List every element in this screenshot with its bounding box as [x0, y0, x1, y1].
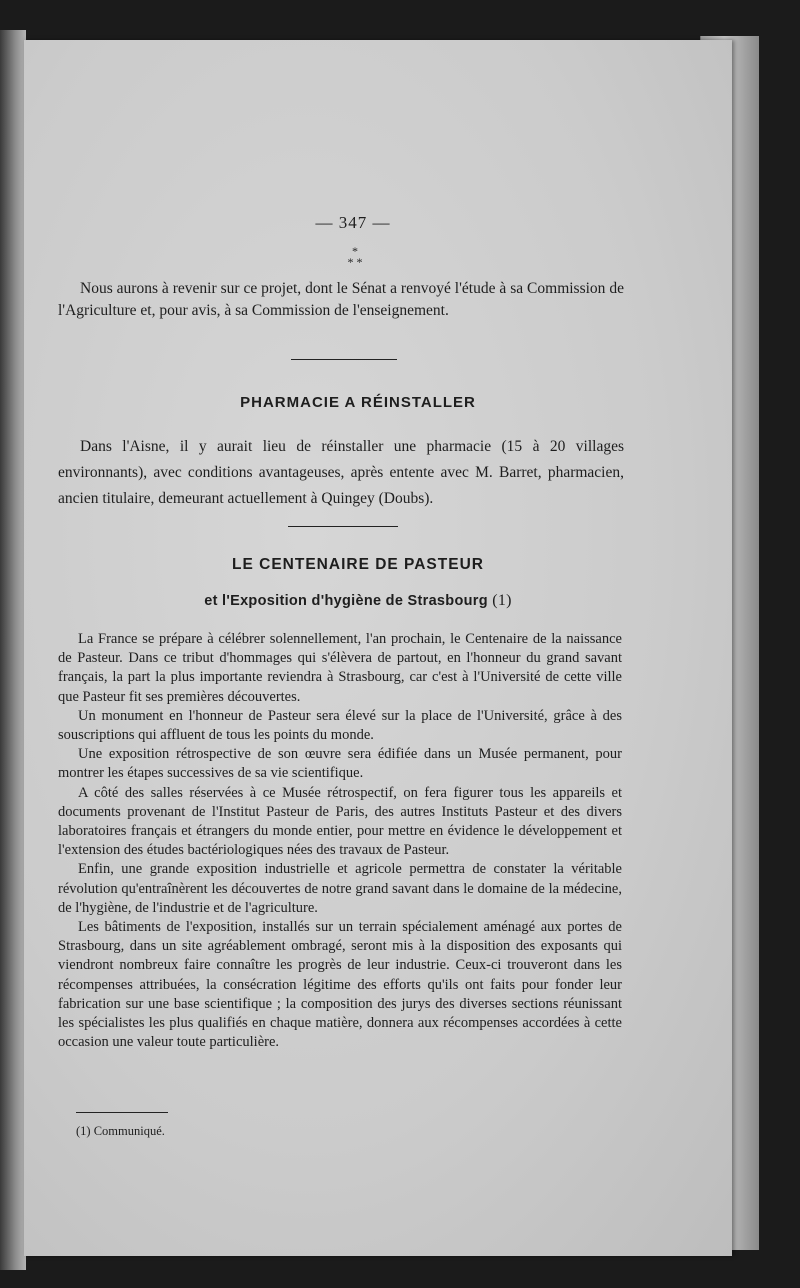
pharmacie-paragraph: Dans l'Aisne, il y aurait lieu de réinstaller une pharmacie (15 à 20 villages environnants), avec conditions avantageuses, après entente avec M. Barret, pharmacien, ancien titulaire, demeurant actuellement à Quingey (Doubs).	[58, 438, 624, 507]
article-paragraph: Un monument en l'honneur de Pasteur sera élevé sur la place de l'Université, grâce à des souscriptions qui affluent de tous les points du monde.	[58, 707, 622, 744]
intro-paragraph: Nous aurons à revenir sur ce projet, dont le Sénat a renvoyé l'étude à sa Commission de l'Agriculture et, pour avis, à sa Commission de l'enseignement.	[58, 280, 624, 319]
subheading-text: et l'Exposition d'hygiène de Strasbourg	[204, 593, 488, 609]
centenaire-subheading	[58, 592, 658, 610]
asterism-bottom: * *	[347, 255, 363, 269]
asterism	[58, 246, 652, 268]
footnote-reference: (1)	[492, 592, 512, 609]
article-paragraph: Une exposition rétrospective de son œuvre sera édifiée dans un Musée permanent, pour montrer les étapes successives de sa vie scientifique.	[58, 746, 622, 782]
section-divider	[288, 526, 398, 527]
section-divider	[291, 359, 397, 360]
left-page-edge	[0, 30, 26, 1270]
asterism-top: *	[352, 244, 358, 258]
pharmacie-heading: PHARMACIE A RÉINSTALLER	[240, 394, 476, 411]
footnote: (1) Communiqué.	[76, 1124, 165, 1138]
article-paragraph: Enfin, une grande exposition industrielle et agricole permettra de constater la véritable révolution qu'entraînèrent les découvertes de notre grand savant dans le domaine de la médecine, de l'hygiène, de l'industrie et de l'agriculture.	[58, 861, 622, 916]
footnote-divider	[76, 1112, 168, 1113]
page-number: — 347 —	[315, 213, 391, 232]
document-page	[24, 40, 732, 1256]
article-body	[58, 630, 622, 1052]
centenaire-heading: LE CENTENAIRE DE PASTEUR	[232, 556, 484, 573]
article-paragraph: A côté des salles réservées à ce Musée rétrospectif, on fera figurer tous les appareils et documents provenant de l'Institut Pasteur de Paris, des autres Instituts Pasteur et des divers laboratoires français et étrangers du monde entier, pour mettre en évidence le développement et l'extension des études bactériologiques nées des travaux de Pasteur.	[58, 784, 622, 859]
article-paragraph: Les bâtiments de l'exposition, installés sur un terrain spécialement aménagé aux portes de Strasbourg, dans un site agréablement ombragé, seront mis à la disposition des exposants qui viendront nombreux faire connaître les progrès de leur industrie. Ceux-ci trouveront dans les récompenses attribuées, la consécration légitime des efforts qu'ils ont faits pour fonder leur fabrication sur une base scientifique ; la composition des jurys des diverses sections réunissant les spécialistes les plus qualifiés en chaque matière, donnera aux récompenses accordées à cette occasion une valeur toute particulière.	[58, 919, 622, 1051]
article-paragraph: La France se prépare à célébrer solennellement, l'an prochain, le Centenaire de la naissance de Pasteur. Dans ce tribut d'hommages qui s'élèvera de partout, en l'honneur du grand savant français, la part la plus importante reviendra à Strasbourg, car c'est à l'Université de cette ville que Pasteur fit ses premières découvertes.	[58, 631, 622, 705]
